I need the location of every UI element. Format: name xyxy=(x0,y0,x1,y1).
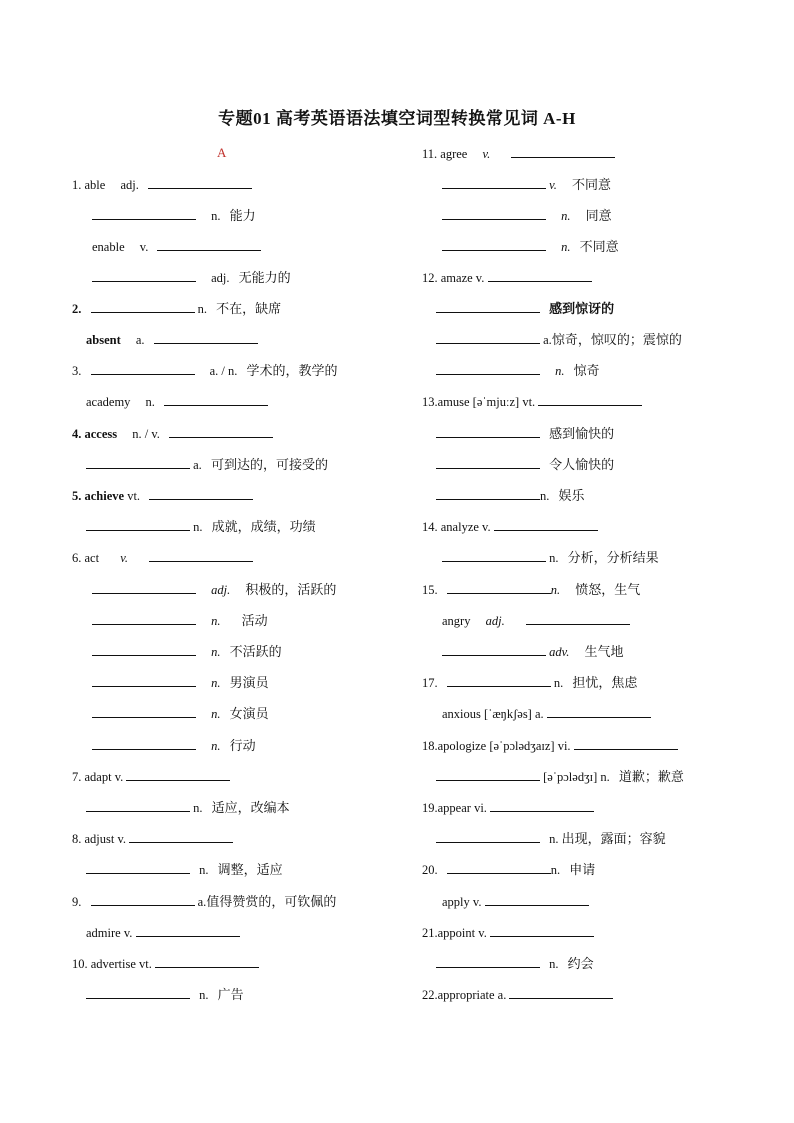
meaning: 道歉；歉意 xyxy=(618,770,684,785)
part-of-speech: n. xyxy=(555,364,565,378)
part-of-speech: v. xyxy=(475,271,485,285)
meaning: 学术的，教学的 xyxy=(246,364,338,379)
word: 10. advertise xyxy=(72,957,136,971)
part-of-speech: a. / n. xyxy=(209,364,238,378)
part-of-speech: v. xyxy=(120,551,128,565)
answer-blank[interactable] xyxy=(509,984,613,999)
part-of-speech: a. xyxy=(543,333,552,347)
meaning: 担忧，焦虑 xyxy=(572,676,638,691)
meaning: 约会 xyxy=(567,957,594,972)
list-item xyxy=(92,735,256,755)
answer-blank[interactable] xyxy=(436,454,540,469)
answer-blank[interactable] xyxy=(442,236,546,251)
part-of-speech: v. xyxy=(123,926,133,940)
list-item xyxy=(86,859,283,879)
meaning: 活动 xyxy=(241,614,268,629)
list-item xyxy=(436,454,614,474)
word: angry xyxy=(442,614,471,628)
list-item xyxy=(422,267,592,287)
item-number: 2. xyxy=(72,302,82,316)
part-of-speech: n. xyxy=(193,520,203,534)
word: 14. analyze xyxy=(422,520,479,534)
answer-blank[interactable] xyxy=(442,174,546,189)
list-item xyxy=(92,672,269,692)
meaning: 男演员 xyxy=(229,676,269,691)
item-number: 20. xyxy=(422,863,438,877)
list-item xyxy=(422,797,594,817)
list-item xyxy=(86,329,258,349)
answer-blank[interactable] xyxy=(447,672,551,687)
answer-blank[interactable] xyxy=(154,329,258,344)
list-item xyxy=(422,859,595,879)
answer-blank[interactable] xyxy=(494,516,598,531)
answer-blank[interactable] xyxy=(148,174,252,189)
word: apply xyxy=(442,895,470,909)
word: 11. agree xyxy=(422,147,468,161)
list-item xyxy=(72,360,338,380)
list-item xyxy=(86,922,240,942)
part-of-speech: n. xyxy=(199,863,209,877)
meaning: 适应，改编本 xyxy=(211,801,290,816)
part-of-speech: n. xyxy=(540,489,550,503)
answer-blank[interactable] xyxy=(92,703,196,718)
meaning: 不同意 xyxy=(579,240,619,255)
meaning: 同意 xyxy=(585,209,612,224)
part-of-speech: n. xyxy=(549,832,559,846)
list-item xyxy=(72,547,253,567)
part-of-speech: n. / v. xyxy=(132,427,160,441)
answer-blank[interactable] xyxy=(157,236,261,251)
word: 19.appear xyxy=(422,801,471,815)
list-item xyxy=(422,672,637,692)
answer-blank[interactable] xyxy=(92,641,196,656)
answer-blank[interactable] xyxy=(91,360,195,375)
list-item xyxy=(436,360,600,380)
part-of-speech: n. xyxy=(550,583,561,597)
answer-blank[interactable] xyxy=(436,828,540,843)
answer-blank[interactable] xyxy=(92,579,196,594)
part-of-speech: a. xyxy=(197,895,207,909)
list-item xyxy=(86,797,290,817)
answer-blank[interactable] xyxy=(91,298,195,313)
answer-blank[interactable] xyxy=(92,672,196,687)
list-item xyxy=(92,579,336,599)
part-of-speech: n. xyxy=(211,676,221,690)
list-item xyxy=(86,984,244,1004)
list-item xyxy=(72,174,252,194)
meaning: 不活跃的 xyxy=(229,645,282,660)
list-item xyxy=(72,766,230,786)
part-of-speech: adj. xyxy=(211,271,230,285)
meaning: 生气地 xyxy=(584,645,624,660)
part-of-speech: v. xyxy=(117,832,127,846)
list-item xyxy=(72,298,281,318)
word: absent xyxy=(86,333,121,347)
answer-blank[interactable] xyxy=(92,735,196,750)
list-item xyxy=(72,828,233,848)
list-item xyxy=(436,485,585,505)
item-number: 9. xyxy=(72,895,82,909)
word: 21.appoint xyxy=(422,926,476,940)
meaning: 惊奇，惊叹的；震惊的 xyxy=(551,333,682,348)
page-title: 专题01 高考英语语法填空词型转换常见词 A-H xyxy=(218,109,576,128)
list-item xyxy=(442,610,630,630)
part-of-speech: a. xyxy=(534,707,544,721)
answer-blank[interactable] xyxy=(169,423,273,438)
meaning: 行动 xyxy=(229,739,256,754)
list-item xyxy=(436,766,684,786)
list-item xyxy=(436,298,614,318)
part-of-speech: adj. xyxy=(211,583,231,597)
part-of-speech: [əˈpɔlədʒɪ] n. xyxy=(543,770,610,784)
list-item xyxy=(92,641,282,661)
list-item xyxy=(72,423,273,443)
list-item xyxy=(92,236,261,256)
part-of-speech: n. xyxy=(549,551,559,565)
word: 4. access xyxy=(72,427,118,441)
answer-blank[interactable] xyxy=(442,205,546,220)
list-item xyxy=(92,610,268,630)
part-of-speech: a. xyxy=(497,988,507,1002)
word: 7. adapt xyxy=(72,770,112,784)
answer-blank[interactable] xyxy=(442,547,546,562)
list-item xyxy=(436,423,614,443)
meaning: 令人愉快的 xyxy=(549,458,615,473)
part-of-speech: v. xyxy=(549,178,557,192)
answer-blank[interactable] xyxy=(149,547,253,562)
answer-blank[interactable] xyxy=(490,797,594,812)
part-of-speech: vi. xyxy=(557,739,571,753)
meaning: 感到愉快的 xyxy=(549,427,615,442)
answer-blank[interactable] xyxy=(442,641,546,656)
answer-blank[interactable] xyxy=(136,922,240,937)
part-of-speech: n. xyxy=(211,645,221,659)
meaning: 不同意 xyxy=(572,178,612,193)
answer-blank[interactable] xyxy=(490,922,594,937)
section-heading: A xyxy=(217,145,227,160)
list-item xyxy=(442,891,589,911)
part-of-speech: v. xyxy=(482,147,491,161)
list-item xyxy=(436,953,594,973)
word: anxious [ˈæŋkʃəs] xyxy=(442,707,532,721)
part-of-speech: n. xyxy=(145,395,155,409)
answer-blank[interactable] xyxy=(86,984,190,999)
part-of-speech: v. xyxy=(114,770,124,784)
meaning: 女演员 xyxy=(229,707,269,722)
list-item xyxy=(422,579,640,599)
part-of-speech: a. xyxy=(135,333,145,347)
answer-blank[interactable] xyxy=(92,267,196,282)
item-number: 17. xyxy=(422,676,438,690)
meaning: 调整，适应 xyxy=(217,863,283,878)
meaning: 愤怒，生气 xyxy=(575,583,641,598)
word: 5. achieve xyxy=(72,489,125,503)
part-of-speech: v. xyxy=(478,926,487,940)
part-of-speech: v. xyxy=(139,240,149,254)
list-item xyxy=(72,953,259,973)
part-of-speech: n. xyxy=(211,707,221,721)
word: 13.amuse [əˈmjuːz] xyxy=(422,395,520,409)
answer-blank[interactable] xyxy=(92,610,196,625)
part-of-speech: n. xyxy=(197,302,207,316)
answer-blank[interactable] xyxy=(547,703,651,718)
word: admire xyxy=(86,926,121,940)
list-item xyxy=(442,205,612,225)
list-item xyxy=(436,828,666,848)
part-of-speech: adj. xyxy=(120,178,139,192)
word: 1. able xyxy=(72,178,106,192)
answer-blank[interactable] xyxy=(447,859,551,874)
list-item xyxy=(442,236,619,256)
part-of-speech: vt. xyxy=(522,395,536,409)
answer-blank[interactable] xyxy=(164,391,268,406)
part-of-speech: v. xyxy=(482,520,491,534)
part-of-speech: n. xyxy=(211,209,221,223)
meaning: 成就，成绩，功绩 xyxy=(211,520,316,535)
part-of-speech: vi. xyxy=(474,801,487,815)
answer-blank[interactable] xyxy=(86,454,190,469)
meaning: 可到达的，可接受的 xyxy=(210,458,328,473)
answer-blank[interactable] xyxy=(436,485,540,500)
answer-blank[interactable] xyxy=(436,298,540,313)
answer-blank[interactable] xyxy=(92,205,196,220)
answer-blank[interactable] xyxy=(126,766,230,781)
answer-blank[interactable] xyxy=(129,828,233,843)
list-item xyxy=(442,641,624,661)
item-number: 15. xyxy=(422,583,438,597)
word: 8. adjust xyxy=(72,832,115,846)
answer-blank[interactable] xyxy=(436,329,540,344)
part-of-speech: n. xyxy=(193,801,203,815)
list-item xyxy=(422,984,613,1004)
list-item xyxy=(436,329,682,349)
list-item xyxy=(422,143,615,163)
part-of-speech: n. xyxy=(550,863,561,877)
answer-blank[interactable] xyxy=(488,267,592,282)
meaning: 感到惊讶的 xyxy=(549,302,615,317)
list-item xyxy=(86,516,316,536)
meaning: 出现，露面；容貌 xyxy=(561,832,666,847)
word: 12. amaze xyxy=(422,271,473,285)
list-item xyxy=(442,703,651,723)
list-item xyxy=(442,174,611,194)
part-of-speech: n. xyxy=(549,957,559,971)
part-of-speech: a. xyxy=(193,458,202,472)
list-item xyxy=(422,391,642,411)
list-item xyxy=(92,267,291,287)
meaning: 能力 xyxy=(229,209,256,224)
word: enable xyxy=(92,240,125,254)
item-number: 3. xyxy=(72,364,82,378)
list-item xyxy=(422,516,598,536)
part-of-speech: vt. xyxy=(139,957,152,971)
list-item xyxy=(86,391,268,411)
answer-blank[interactable] xyxy=(436,360,540,375)
answer-blank[interactable] xyxy=(436,423,540,438)
list-item xyxy=(442,547,659,567)
answer-blank[interactable] xyxy=(155,953,259,968)
word: 22.appropriate xyxy=(422,988,495,1002)
word: 6. act xyxy=(72,551,100,565)
list-item xyxy=(72,891,336,911)
part-of-speech: adj. xyxy=(485,614,505,628)
answer-blank[interactable] xyxy=(86,859,190,874)
list-item xyxy=(422,735,678,755)
meaning: 娱乐 xyxy=(558,489,585,504)
part-of-speech: n. xyxy=(199,988,209,1002)
answer-blank[interactable] xyxy=(436,766,540,781)
answer-blank[interactable] xyxy=(86,797,190,812)
list-item xyxy=(422,922,594,942)
answer-blank[interactable] xyxy=(149,485,253,500)
list-item xyxy=(92,703,269,723)
answer-blank[interactable] xyxy=(447,579,551,594)
part-of-speech: n. xyxy=(211,739,221,753)
answer-blank[interactable] xyxy=(485,891,589,906)
answer-blank[interactable] xyxy=(91,891,195,906)
part-of-speech: n. xyxy=(561,209,571,223)
meaning: 分析，分析结果 xyxy=(567,551,659,566)
part-of-speech: adv. xyxy=(549,645,570,659)
meaning: 无能力的 xyxy=(238,271,291,286)
part-of-speech: n. xyxy=(561,240,571,254)
answer-blank[interactable] xyxy=(86,516,190,531)
answer-blank[interactable] xyxy=(511,143,615,158)
meaning: 积极的，活跃的 xyxy=(245,583,337,598)
meaning: 申请 xyxy=(569,863,596,878)
meaning: 值得赞赏的，可钦佩的 xyxy=(206,895,337,910)
list-item xyxy=(92,205,256,225)
answer-blank[interactable] xyxy=(574,735,678,750)
word: 18.apologize [əˈpɔlədʒaɪz] xyxy=(422,739,555,753)
list-item xyxy=(86,454,328,474)
part-of-speech: n. xyxy=(553,676,564,690)
part-of-speech: n. xyxy=(211,614,221,628)
meaning: 不在，缺席 xyxy=(216,302,282,317)
part-of-speech: vt. xyxy=(127,489,141,503)
list-item xyxy=(72,485,253,505)
meaning: 广告 xyxy=(217,988,244,1003)
answer-blank[interactable] xyxy=(436,953,540,968)
part-of-speech: v. xyxy=(472,895,482,909)
answer-blank[interactable] xyxy=(538,391,642,406)
meaning: 惊奇 xyxy=(573,364,600,379)
word: academy xyxy=(86,395,131,409)
answer-blank[interactable] xyxy=(526,610,630,625)
